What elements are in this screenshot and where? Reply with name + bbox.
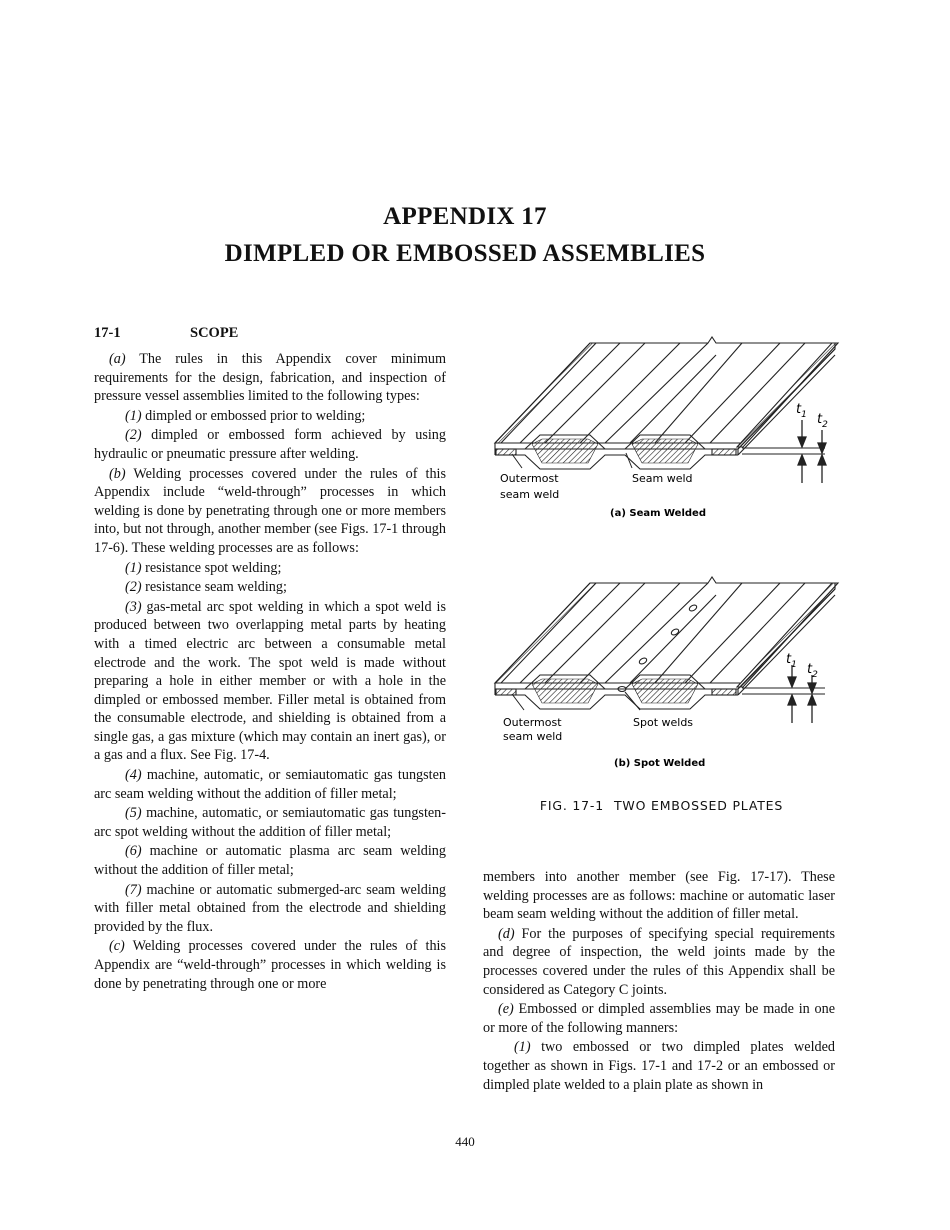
label-e1: (1) [514, 1039, 531, 1056]
item-b2 [94, 578, 446, 597]
outer-seam-label-b2: seam weld [503, 730, 563, 743]
label-b: (b) [109, 465, 126, 482]
appendix-title: DIMPLED OR EMBOSSED ASSEMBLIES [224, 240, 706, 267]
left-column [94, 350, 446, 994]
label-a: (a) [109, 351, 126, 367]
seam-welded-panel [495, 337, 838, 469]
text-b2: resistance seam welding; [145, 579, 287, 596]
outer-seam-label-a2: seam weld [500, 488, 560, 501]
label-a1: (1) [125, 407, 142, 424]
text-b5: machine, automatic, or semiautomatic gas tungsten-arc spot welding without the addition of filler metal; [94, 805, 446, 840]
item-a2 [94, 426, 446, 463]
text-b3: gas-metal arc spot welding in which a spot weld is produced between two overlapping metal parts by heating with a timed electric arc between a consumable metal electrode and the work. The spot weld is made without preparing a hole in either member or with a hole in the dimpled or embossed member. Filler metal is obtained from the consumable electrode, and shielding is obtained from a single gas, a gas mixture (which may contain an inert gas), or a gas and a flux. See Fig. 17-4. [94, 598, 446, 764]
label-e: (e) [498, 1001, 514, 1018]
right-column [483, 868, 835, 1095]
text-e: Embossed or dimpled assemblies may be made in one or more of the following manners: [483, 1001, 836, 1036]
t2-label-b: $t_2$ [807, 662, 818, 680]
appendix-number: APPENDIX 17 [383, 203, 547, 230]
text-b7: machine or automatic submerged-arc seam welding with filler metal obtained from the electrode and shielding provided by the flux. [94, 881, 447, 935]
label-b6: (6) [125, 843, 142, 860]
label-b1: (1) [125, 559, 142, 576]
paragraph-e [483, 1000, 835, 1037]
item-b4 [94, 766, 446, 803]
figure-caption [480, 798, 843, 813]
item-b7 [94, 881, 446, 937]
text-b4: machine, automatic, or semiautomatic gas tungsten arc seam welding without the addition of filler metal; [94, 767, 447, 802]
page-number: 440 [455, 1134, 475, 1149]
section-number: 17-1 [94, 325, 121, 341]
label-b3: (3) [125, 598, 142, 615]
label-c: (c) [109, 938, 125, 955]
caption-b: (b) Spot Welded [614, 758, 706, 769]
outer-seam-label-b1: Outermost [503, 716, 562, 729]
text-e1: two embossed or two dimpled plates welded together as shown in Figs. 17-1 and 17-2 or an embossed or dimpled plate welded to a plain plate as shown in [483, 1039, 835, 1093]
figure-caption-number: FIG. 17-1 [539, 798, 604, 813]
spot-welded-panel [495, 577, 838, 709]
text-a1: dimpled or embossed prior to welding; [145, 407, 366, 424]
label-b4: (4) [125, 767, 142, 784]
text-c: Welding processes covered under the rules of this Appendix are “weld-through” processes in which welding is done by penetrating through one or more [94, 938, 446, 992]
item-e1 [483, 1038, 835, 1094]
item-b1 [94, 559, 446, 578]
section-heading [94, 325, 238, 342]
paragraph-c-continued [483, 868, 835, 924]
label-b7: (7) [125, 881, 142, 898]
item-b6 [94, 842, 446, 879]
spot-welds-label: Spot welds [633, 716, 694, 729]
paragraph-c [94, 937, 446, 993]
label-d: (d) [498, 925, 515, 942]
paragraph-a [94, 350, 446, 406]
text-a2: dimpled or embossed form achieved by using hydraulic or pneumatic pressure after welding. [94, 427, 446, 462]
item-a1 [94, 407, 446, 426]
figure-17-1 [480, 325, 850, 795]
t1-label-b: $t_1$ [786, 652, 797, 670]
text-b6: machine or automatic plasma arc seam welding without the addition of filler metal; [94, 843, 446, 879]
caption-a: (a) Seam Welded [610, 508, 706, 519]
label-a2: (2) [125, 427, 142, 444]
outer-seam-label-a1: Outermost [500, 472, 559, 485]
figure-caption-title: TWO EMBOSSED PLATES [614, 798, 784, 813]
item-b3 [94, 598, 446, 765]
seam-weld-label: Seam weld [632, 472, 693, 485]
text-b1: resistance spot welding; [145, 559, 282, 576]
label-b2: (2) [125, 579, 142, 596]
embossed-plates-drawing [480, 325, 850, 795]
t2-label-a: $t_2$ [817, 412, 828, 430]
label-b5: (5) [125, 805, 142, 822]
t1-label-a: $t_1$ [796, 402, 807, 420]
section-title: SCOPE [190, 325, 239, 341]
paragraph-d [483, 925, 835, 999]
text-b: Welding processes covered under the rules of this Appendix include “weld-through” processes in which welding is done by penetrating through one or more members into, but not through, another member (see Figs. 17-1 through 17-6). These welding processes are as follows: [94, 465, 447, 556]
item-b5 [94, 804, 446, 841]
text-a: The rules in this Appendix cover minimum requirements for the design, fabrication, and inspection of pressure vessel assemblies limited to the following types: [94, 351, 446, 405]
text-d: For the purposes of specifying special requirements and degree of inspection, the weld joints made by the processes covered under the rules of this Appendix shall be considered as Category C joints. [483, 925, 836, 998]
text-c-cont: members into another member (see Fig. 17-17). These welding processes are as follows: machine or automatic laser beam seam welding without the addition of filler metal. [483, 869, 835, 923]
paragraph-b [94, 465, 446, 558]
